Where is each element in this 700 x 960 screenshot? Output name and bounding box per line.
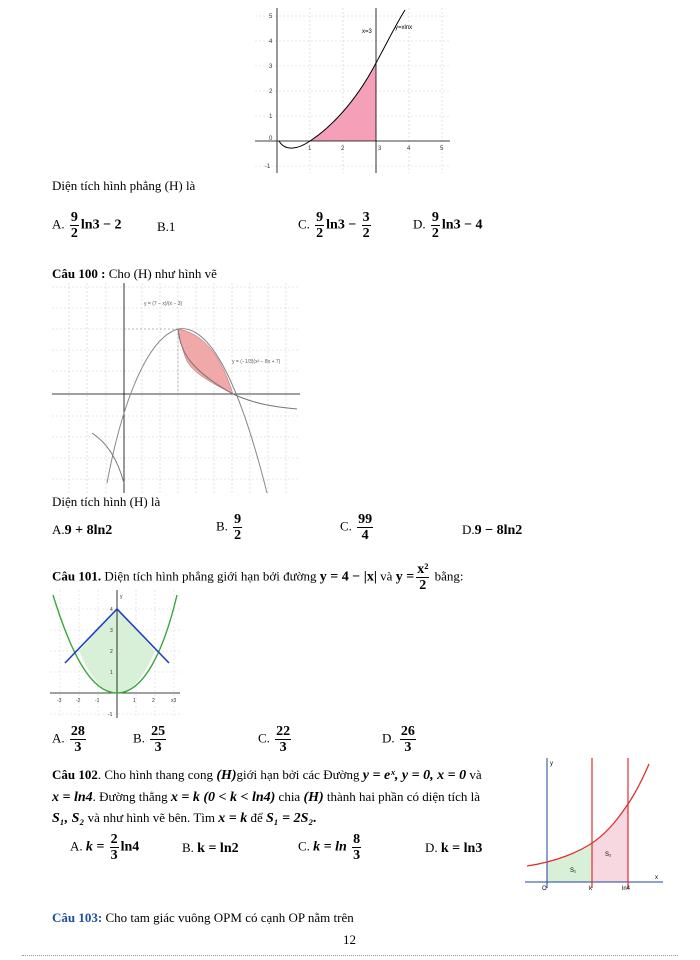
q101-heading: Câu 101. Diện tích hình phẳng giới hạn bởi đường y = 4 − |x| và y = $\frac{\text{x²}}{2}$ bằng: xyxy=(52,562,464,593)
svg-text:4: 4 xyxy=(407,146,411,152)
label-hyperbola: y = (7 − x)/(x − 3) xyxy=(144,301,183,307)
svg-text:5: 5 xyxy=(269,14,273,20)
svg-text:2: 2 xyxy=(110,649,113,655)
svg-text:-1: -1 xyxy=(265,164,271,170)
svg-text:3: 3 xyxy=(269,64,273,70)
q100-prompt: Diện tích hình (H) là xyxy=(52,494,161,509)
region-s2 xyxy=(592,804,628,882)
q103-heading: Câu 103: Cho tam giác vuông OPM có cạnh OP nằm trên xyxy=(52,910,354,925)
q100-option-c[interactable]: C. $\frac{99}{4}$ xyxy=(340,512,373,543)
figure-q100-graph xyxy=(52,283,300,493)
label-k: k xyxy=(589,886,592,891)
figure-q101-graph xyxy=(50,590,180,718)
svg-text:-1: -1 xyxy=(95,698,100,704)
q100-option-a[interactable]: A.9 + 8ln2 xyxy=(52,522,113,538)
q102-option-b[interactable]: B. k = ln2 xyxy=(182,840,239,856)
q102-option-a[interactable]: A. k = $\frac{2}{3}$ ln4 xyxy=(70,832,140,863)
label-parabola: y = (−1/3)(x² − 8x + 7) xyxy=(232,359,281,365)
q99-prompt: Diện tích hình phẳng (H) là xyxy=(52,178,196,193)
q100-heading: Câu 100 : Cho (H) như hình vẽ xyxy=(52,266,217,281)
q101-option-a[interactable]: A. $\frac{28}{3}$ xyxy=(52,724,85,755)
q102-option-c[interactable]: C. k = ln $\frac{8}{3}$ xyxy=(298,832,361,863)
q100-option-d[interactable]: D.9 − 8ln2 xyxy=(462,522,523,538)
label-y-axis: y xyxy=(550,761,553,767)
q101-option-c[interactable]: C. $\frac{22}{3}$ xyxy=(258,724,291,755)
label-x-axis: x xyxy=(655,875,658,881)
svg-text:4: 4 xyxy=(110,607,113,613)
svg-text:-3: -3 xyxy=(57,698,62,704)
figure-xlnx-graph xyxy=(255,8,450,176)
label-s2: S₂ xyxy=(605,852,612,858)
label-s1: S₁ xyxy=(570,868,577,874)
label-ln4: ln4 xyxy=(622,886,631,891)
q101-option-b[interactable]: B. $\frac{25}{3}$ xyxy=(133,724,166,755)
q102-line-1: Câu 102. Cho hình thang cong (H)giới hạn bởi các Đường y = eˣ, y = 0, x = 0 và xyxy=(52,767,482,783)
q100-option-b[interactable]: B. $\frac{9}{2}$ xyxy=(216,512,242,543)
svg-text:5: 5 xyxy=(440,146,444,152)
shaded-area xyxy=(310,63,376,141)
q99-option-b[interactable]: B.1 xyxy=(157,219,176,234)
svg-text:1: 1 xyxy=(110,670,113,676)
q99-option-d[interactable]: D. $\frac{9}{2}$ ln3 − 4 xyxy=(413,210,483,241)
svg-text:2: 2 xyxy=(269,89,273,95)
svg-text:-1: -1 xyxy=(108,712,113,718)
svg-text:y: y xyxy=(120,594,123,600)
q102-option-d[interactable]: D. k = ln3 xyxy=(425,840,483,856)
svg-text:x3: x3 xyxy=(171,698,177,704)
svg-text:0: 0 xyxy=(269,136,273,142)
figure-q102-graph xyxy=(525,756,665,891)
q101-option-d[interactable]: D. $\frac{26}{3}$ xyxy=(382,724,415,755)
label-origin: O xyxy=(542,886,547,891)
svg-text:4: 4 xyxy=(269,39,273,45)
region-s1 xyxy=(547,844,592,882)
svg-text:2: 2 xyxy=(341,146,345,152)
q102-line-2: x = ln4. Đường thẳng x = k (0 < k < ln4) chia (H) thành hai phần có diện tích là xyxy=(52,789,480,805)
label-curve: y=xlnx xyxy=(395,25,413,31)
shaded-area xyxy=(178,329,233,394)
q102-line-3: S₁, S₂ và như hình vẽ bên. Tìm x = k để S₁ = 2S₂. xyxy=(52,810,317,826)
svg-text:1: 1 xyxy=(269,114,273,120)
svg-text:1: 1 xyxy=(308,146,312,152)
footer-divider xyxy=(22,955,678,956)
svg-text:3: 3 xyxy=(378,146,382,152)
svg-text:-2: -2 xyxy=(76,698,81,704)
svg-text:1: 1 xyxy=(133,698,136,704)
q99-option-a[interactable]: A. $\frac{9}{2}$ ln3 − 2 xyxy=(52,210,122,241)
page-number: 12 xyxy=(343,932,356,947)
svg-text:3: 3 xyxy=(110,628,113,634)
q99-option-c[interactable]: C. $\frac{9}{2}$ ln3 − $\frac{3}{2}$ xyxy=(298,210,370,241)
label-x3: x=3 xyxy=(362,29,372,35)
svg-text:2: 2 xyxy=(152,698,155,704)
